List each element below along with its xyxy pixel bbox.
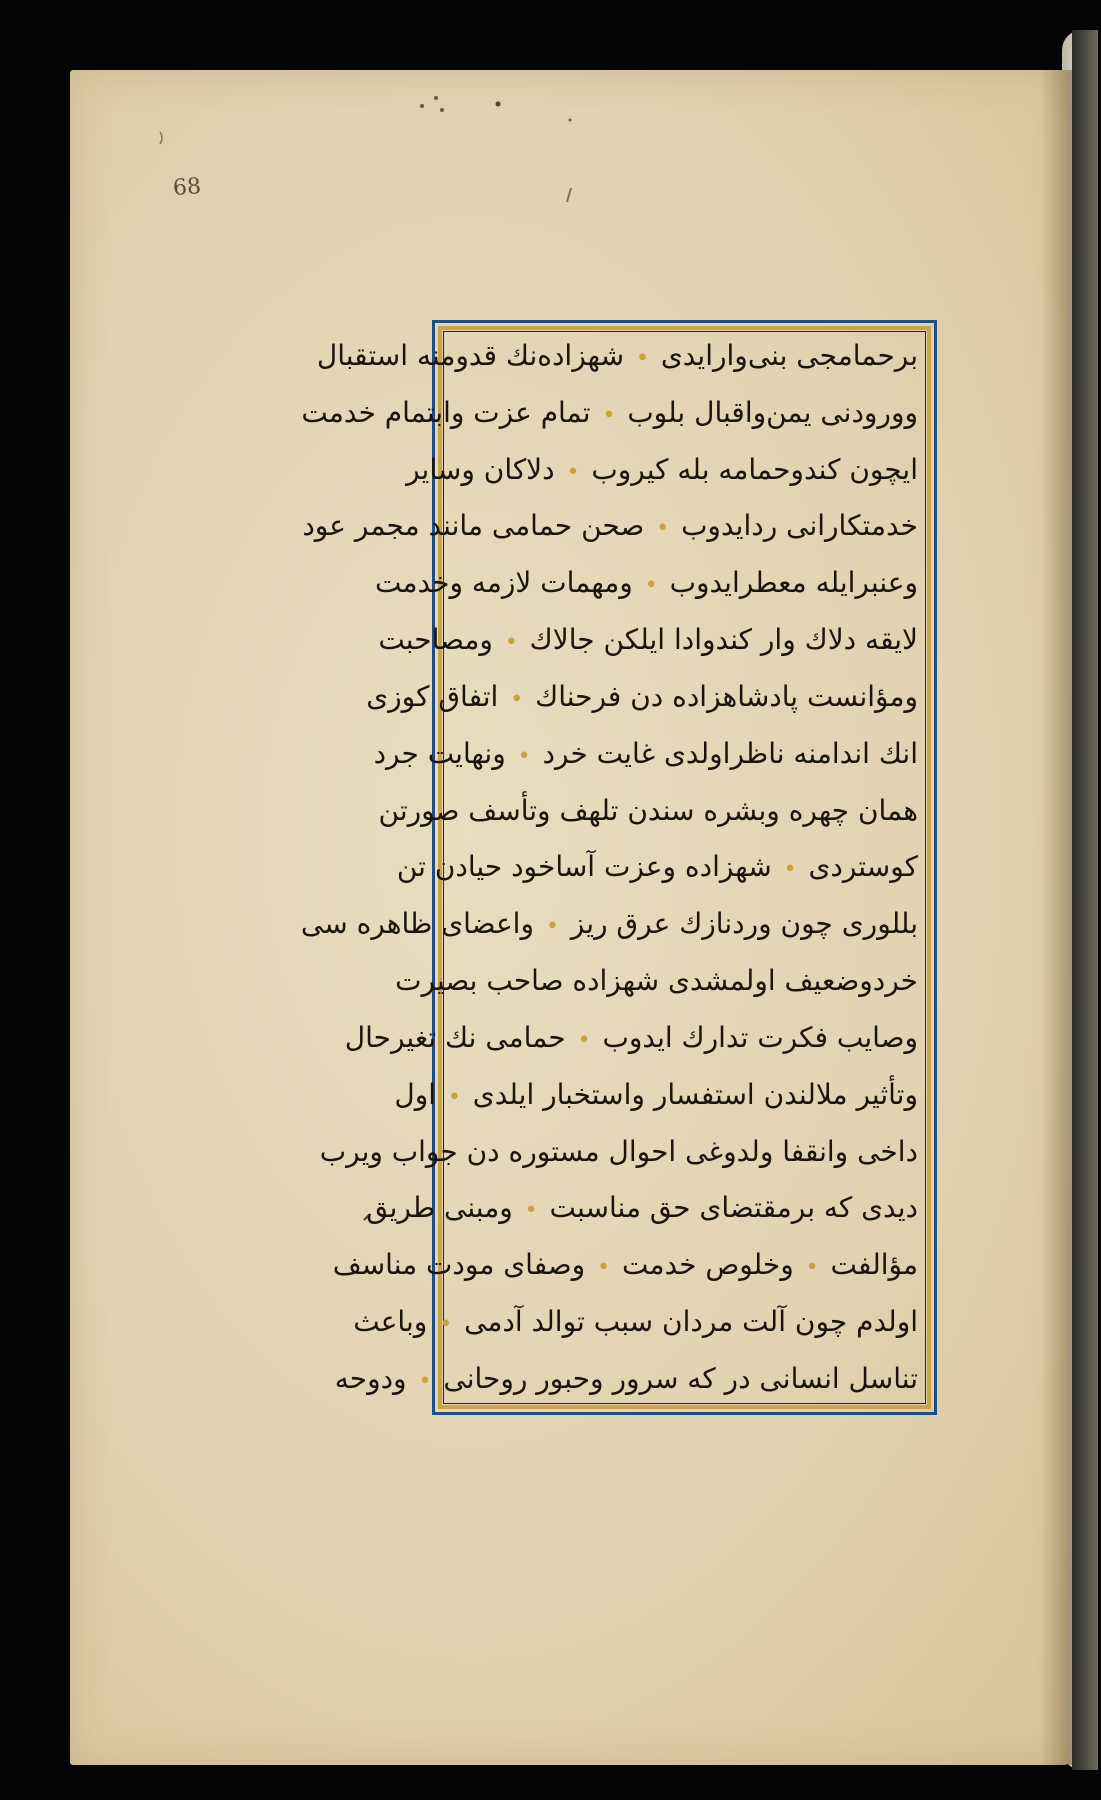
text-line — [301, 394, 918, 432]
line-text: بللوری چون وردنازك عرق ریز • واعضای ظاهره سی — [300, 907, 918, 941]
text-frame — [300, 320, 937, 1415]
verse-separator-dot: • — [439, 1312, 453, 1338]
text-line — [344, 1019, 918, 1057]
verse-separator-dot: • — [597, 1255, 611, 1281]
line-text: اولدم چون آلت مردان سبب توالد آدمی • وباعث — [353, 1305, 918, 1339]
line-text: داخی وانقفا ولدوغی احوال مستوره دن جواب ویرب — [319, 1134, 918, 1168]
line-text: برحمامجی بنی‌وارایدی • شهزاده‌نك قدومنه استقبال — [316, 339, 918, 372]
verse-separator-dot: • — [602, 402, 616, 428]
text-line — [334, 1360, 918, 1398]
verse-separator-dot: • — [644, 573, 658, 599]
verse-separator-dot: • — [783, 857, 797, 883]
verse-separator-dot: • — [510, 686, 524, 712]
line-text: وصایب فکرت تدارك ایدوب • حمامی نك تغیرحال — [344, 1020, 918, 1054]
line-text: کوستردی • شهزاده وعزت آساخود حیادن تن — [396, 850, 918, 884]
spine-shadow — [1072, 30, 1098, 1770]
line-text: مؤالفت • وخلوص خدمت • وصفای مودت مناسف — [332, 1248, 918, 1282]
verse-separator-dot: • — [524, 1198, 538, 1224]
verse-separator-dot: • — [517, 743, 531, 769]
text-line — [378, 621, 918, 659]
text-line — [353, 1303, 918, 1341]
folio-number: 68 — [172, 174, 202, 201]
verse-separator-dot: • — [418, 1368, 432, 1394]
line-text: خردوضعیف اولمشدی شهزاده صاحب بصیرت — [395, 964, 918, 998]
text-line — [378, 792, 918, 830]
line-text: دیدی که برمقتضای حق مناسبت • ومبنی طریق — [366, 1191, 918, 1225]
text-line — [374, 564, 918, 602]
text-line — [319, 1133, 918, 1171]
line-text: وتأثیر ملالندن استفسار واستخبار ایلدی • اول — [394, 1077, 918, 1111]
text-line — [394, 1076, 918, 1114]
line-text: لایقه دلاك وار کندوادا ایلکن جالاك • ومصاحبت — [378, 623, 918, 657]
text-line — [302, 507, 918, 545]
verse-separator-dot: • — [545, 914, 559, 940]
gutter-shadow — [1040, 70, 1072, 1765]
text-line — [332, 1246, 918, 1284]
verse-separator-dot: • — [805, 1255, 819, 1281]
line-text: همان چهره وبشره سندن تلهف وتأسف صورتن — [378, 793, 918, 827]
text-line — [406, 451, 918, 489]
text-line — [396, 848, 918, 886]
line-text: تناسل انسانی در که سرور وحبور روحانی • ودوحه — [334, 1361, 918, 1395]
verse-separator-dot: • — [504, 630, 518, 656]
line-text: خدمتکارانی ردایدوب • صحن حمامی مانند مجمر عود — [302, 509, 918, 543]
text-line — [316, 337, 918, 375]
text-line — [366, 1189, 918, 1227]
verse-separator-dot: • — [656, 516, 670, 542]
verse-separator-dot: • — [566, 459, 580, 485]
line-text: وورودنی یمن‌واقبال بلوب • تمام عزت وابتمام خدمت — [301, 395, 918, 429]
text-line — [366, 678, 918, 716]
verse-separator-dot: • — [635, 346, 649, 371]
line-text: ومؤانست پادشاهزاده دن فرحناك • اتفاق کوزی — [366, 679, 918, 713]
text-block — [300, 337, 918, 1398]
text-line — [300, 905, 918, 943]
verse-separator-dot: • — [577, 1027, 591, 1053]
line-text: ایچون کندوحمامه بله کیروب • دلاکان وسایر — [406, 452, 918, 486]
text-line — [395, 962, 918, 1000]
verse-separator-dot: • — [447, 1084, 461, 1110]
text-line — [373, 735, 918, 773]
line-text: انك اندامنه ناظراولدی غایت خرد • ونهایت جرد — [373, 736, 918, 770]
line-text: وعنبرایله معطرایدوب • ومهمات لازمه وخدمت — [374, 566, 918, 600]
